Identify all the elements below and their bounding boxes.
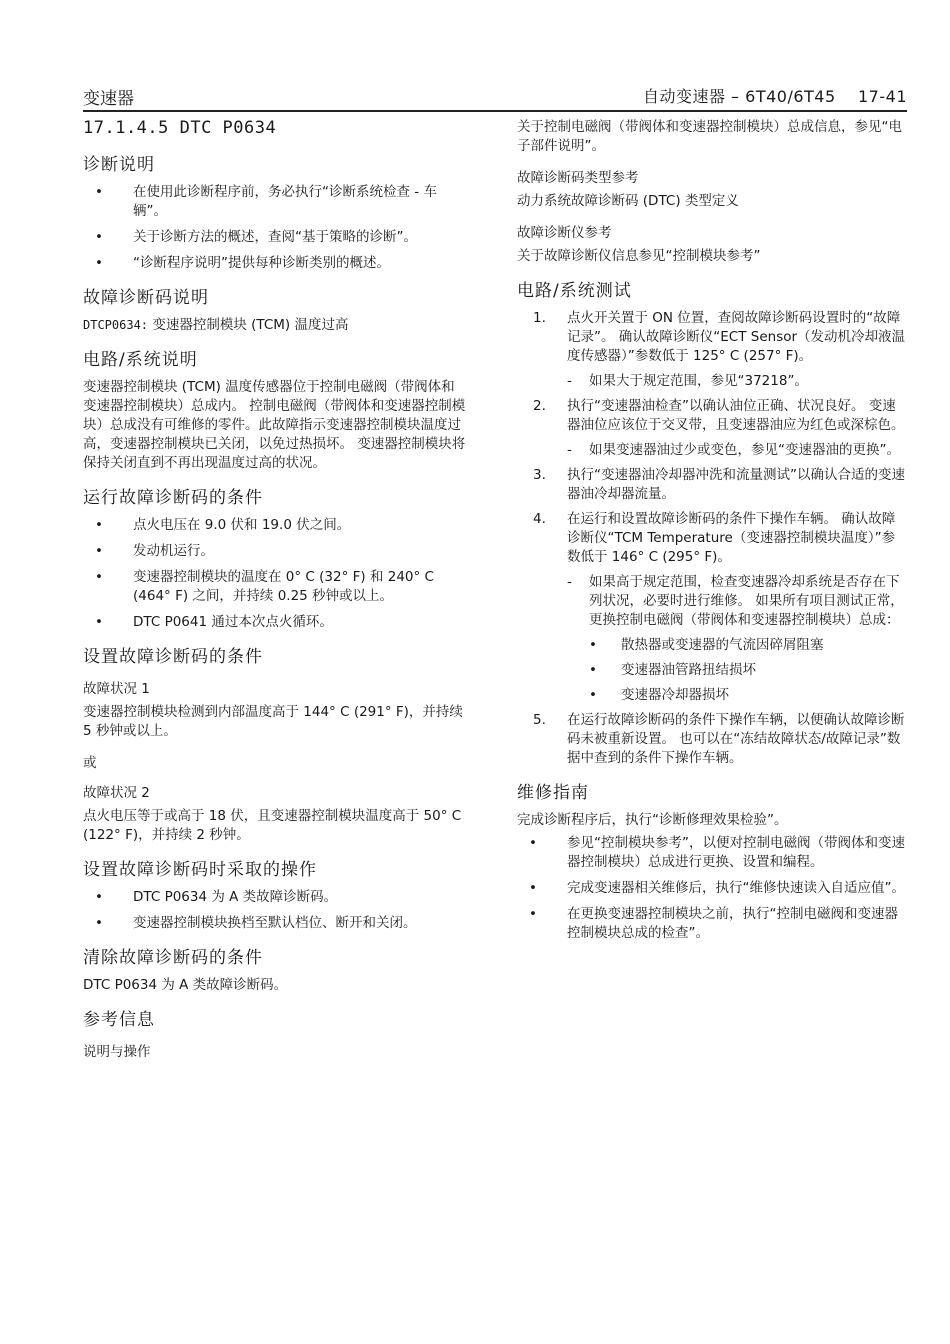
list-item: • 变速器冷却器损坏 [589,687,729,703]
list-item: • 变速器控制模块的温度在 0° C (32° F) 和 240° C (464° F) 之间，并持续 0.25 秒钟或以上。 [95,569,434,604]
scan-tool-ref-heading: 故障诊断仪参考 [517,225,612,241]
set-conditions-heading: 设置故障诊断码的条件 [83,647,263,667]
repair-list [517,834,907,943]
dtc-desc-heading: 故障诊断码说明 [83,288,209,308]
header-title: 自动变速器 – 6T40/6T45 17-41 [642,87,907,106]
list-item: • 散热器或变速器的气流因碎屑阻塞 [589,637,824,653]
right-column [517,118,907,950]
list-item: • 变速器油管路扭结损坏 [589,662,756,678]
dtc-type-ref-heading: 故障诊断码类型参考 [517,170,639,186]
condition-1-text: 变速器控制模块检测到内部温度高于 144° C (291° F)，并持续 5 秒钟或以上。 [83,704,463,739]
test-step: 2. 执行“变速器油检查”以确认油位正确、状况良好。 变速器油位应该位于交叉带，且变速器油应为红色或深棕色。 - 如果变速器油过少或变色，参见“变速器油的更换”。 [517,397,907,460]
step-note: - 如果高于规定范围，检查变速器冷却系统是否存在下列状况，必要时进行维修。 如果所有项目测试正常，更换控制电磁阀（带阀体和变速器控制模块）总成： • 散热器或变速器的气流因碎屑阻塞 • 变速器油管路扭结损坏 • 变速器冷却器损坏 [567,573,907,705]
test-step: 1. 点火开关置于 ON 位置，查阅故障诊断码设置时的“故障记录”。 确认故障诊断仪“ECT Sensor（发动机冷却液温度传感器）”参数低于 125° C (257° F)。 - 如果大于规定范围，参见“37218”。 [533,310,906,389]
circuit-desc-text: 变速器控制模块 (TCM) 温度传感器位于控制电磁阀（带阀体和变速器控制模块）总成内。 控制电磁阀（带阀体和变速器控制模块）总成没有可维修的零件。此故障指示变速器控制模块温度过高，变速器控制模块已关闭，以免过热损坏。 变速器控制模块将保持关闭直到不再出现温度过高的状况。 [83,379,466,471]
circuit-desc-heading: 电路/系统说明 [83,350,198,370]
actions-heading: 设置故障诊断码时采取的操作 [83,860,317,880]
test-step: 3. 执行“变速器油冷却器冲洗和流量测试”以确认合适的变速器油冷却器流量。 [533,467,905,502]
condition-1-title: 故障状况 1 [83,681,150,697]
run-conditions-list [83,516,468,632]
condition-2-title: 故障状况 2 [83,785,150,801]
dtc-desc-text: DTCP0634: 变速器控制模块 (TCM) 温度过高 [83,317,349,333]
step-sublist [589,636,907,705]
section-number: 17.1.4.5 DTC P0634 [83,118,277,138]
list-item: • 关于诊断方法的概述，查阅“基于策略的诊断”。 [95,229,417,245]
list-item: • 在更换变速器控制模块之前，执行“控制电磁阀和变速器控制模块总成的检查”。 [529,906,898,941]
run-conditions-heading: 运行故障诊断码的条件 [83,488,263,508]
list-item: • 在使用此诊断程序前，务必执行“诊断系统检查 - 车辆”。 [95,184,437,219]
list-item: • DTC P0641 通过本次点火循环。 [95,614,333,630]
list-item: • 参见“控制模块参考”，以便对控制电磁阀（带阀体和变速器控制模块）总成进行更换、设置和编程。 [529,835,905,870]
header-chapter: 变速器 [83,89,134,109]
reference-link[interactable]: 说明与操作 [83,1044,151,1060]
list-item: • “诊断程序说明”提供每种诊断类别的概述。 [95,255,390,271]
list-item: • 发动机运行。 [95,543,214,559]
list-item: • DTC P0634 为 A 类故障诊断码。 [95,889,338,905]
repair-heading: 维修指南 [517,783,589,803]
test-step: 4. 在运行和设置故障诊断码的条件下操作车辆。 确认故障诊断仪“TCM Temperature（变速器控制模块温度）”参数低于 146° C (295° F)。 - 如果高于规定范围，检查变速器冷却系统是否存在下列状况，必要时进行维修。 如果所有项目测试正常，更换控制电磁阀（带阀体和变速器控制模块）总成： • 散热器或变速器的气流因碎屑阻塞 • 变速器油管路扭结损坏 • 变速器冷却器损坏 [517,510,907,705]
diag-desc-heading: 诊断说明 [83,155,155,175]
or-text: 或 [83,755,97,771]
scan-tool-ref-text: 关于故障诊断仪信息参见“控制模块参考” [517,248,761,264]
step-note: - 如果变速器油过少或变色，参见“变速器油的更换”。 [567,442,900,458]
circuit-test-steps [517,309,907,768]
step-note: - 如果大于规定范围，参见“37218”。 [567,373,808,389]
circuit-test-heading: 电路/系统测试 [517,281,632,301]
list-item: • 完成变速器相关维修后，执行“维修快速读入自适应值”。 [529,880,905,896]
condition-2-text: 点火电压等于或高于 18 伏，且变速器控制模块温度高于 50° C (122° F)，并持续 2 秒钟。 [83,808,462,843]
dtc-type-ref-text: 动力系统故障诊断码 (DTC) 类型定义 [517,193,739,209]
test-step: 5. 在运行故障诊断码的条件下操作车辆，以便确认故障诊断码未被重新设置。 也可以在“冻结故障状态/故障记录”数据中查到的条件下操作车辆。 [533,712,905,766]
reference-heading: 参考信息 [83,1010,155,1030]
list-item: • 变速器控制模块换档至默认档位、断开和关闭。 [95,915,417,931]
page-header [83,84,907,112]
list-item: • 点火电压在 9.0 伏和 19.0 伏之间。 [95,517,351,533]
clear-conditions-text: DTC P0634 为 A 类故障诊断码。 [83,977,288,993]
repair-intro: 完成诊断程序后，执行“诊断修理效果检验”。 [517,812,788,828]
left-column [83,118,468,1066]
actions-list [83,888,468,933]
clear-conditions-heading: 清除故障诊断码的条件 [83,948,263,968]
intro-text: 关于控制电磁阀（带阀体和变速器控制模块）总成信息，参见“电子部件说明”。 [517,119,902,154]
diag-desc-list [83,183,468,273]
